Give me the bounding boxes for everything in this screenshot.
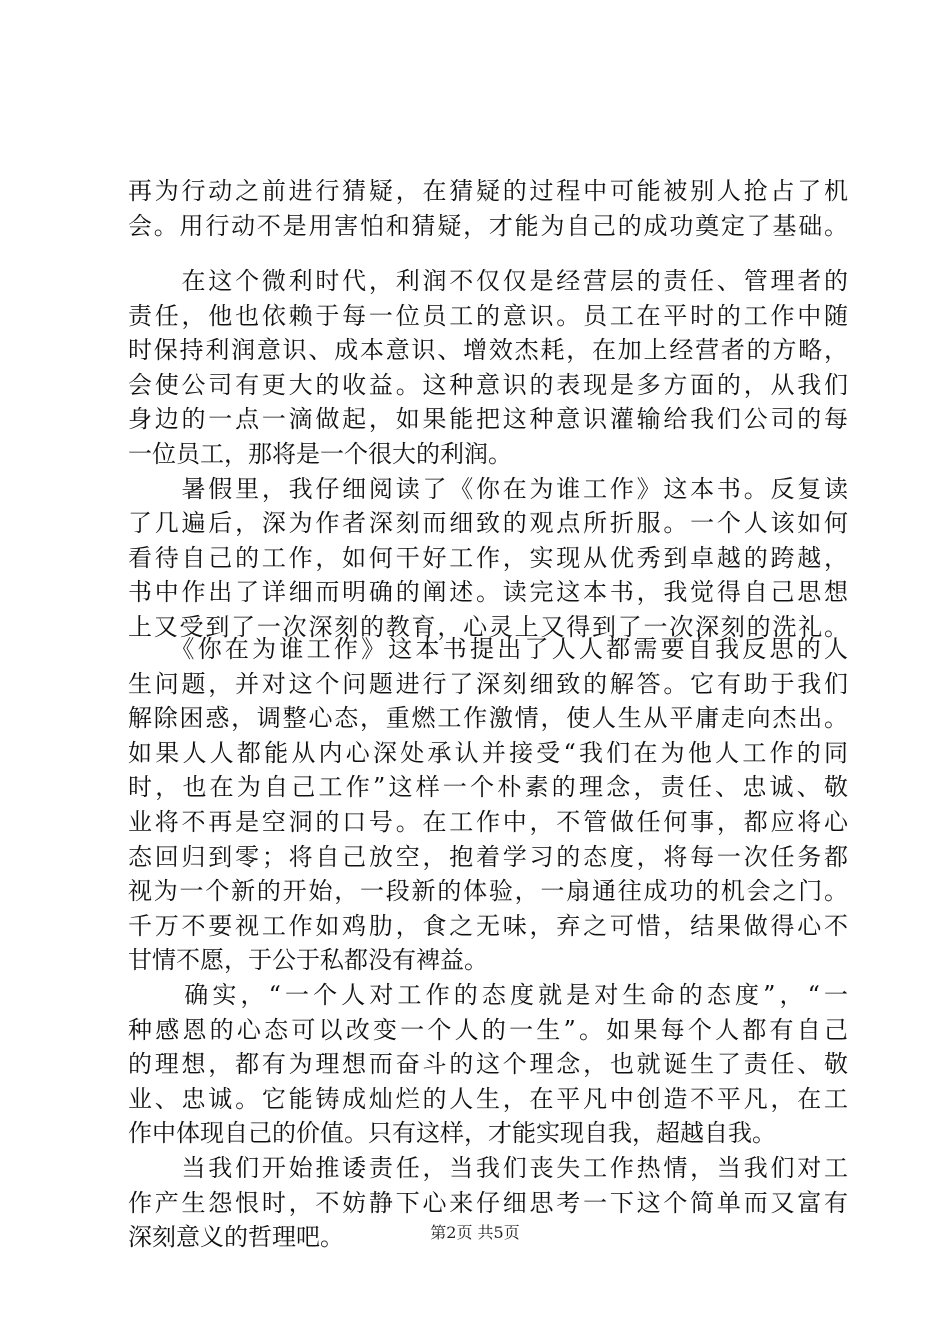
text-line: 种感恩的心态可以改变一个人的一生”。如果每个人都有自己 [128,1015,848,1044]
text-line: 一位员工，那将是一个很大的利润。 [128,439,512,468]
text-line: 《你在为谁工作》这本书提出了人人都需要自我反思的人 [128,635,848,663]
text-line: 再为行动之前进行猜疑，在猜疑的过程中可能被别人抢占了机 [128,177,848,205]
paragraph-group-1 [128,174,848,243]
text-line: 深刻意义的哲理吧。 [128,1223,344,1252]
text-line: 书中作出了详细而明确的阐述。读完这本书，我觉得自己思想 [128,578,848,607]
text-line: 甘情不愿，于公于私都没有裨益。 [128,946,488,975]
text-line: 作产生怨恨时，不妨静下心来仔细思考一下这个简单而又富有 [128,1188,848,1217]
text-line: 业将不再是空洞的口号。在工作中，不管做任何事，都应将心 [128,807,848,836]
text-line: 千万不要视工作如鸡肋，食之无味，弃之可惜，结果做得心不 [128,911,848,940]
text-line: 态回归到零；将自己放空，抱着学习的态度，将每一次任务都 [128,842,848,871]
page-footer: 第2页 共5页 [430,1223,520,1242]
text-line: 暑假里，我仔细阅读了《你在为谁工作》这本书。反复读 [128,474,848,503]
text-line: 责任，他也依赖于每一位员工的意识。员工在平时的工作中随 [128,301,848,330]
text-line: 看待自己的工作，如何干好工作，实现从优秀到卓越的跨越， [128,543,848,572]
text-line: 生问题，并对这个问题进行了深刻细致的解答。它有助于我们 [128,669,848,698]
text-line: 确实，“一个人对工作的态度就是对生命的态度”，“一 [128,980,848,1009]
text-line: 会。用行动不是用害怕和猜疑，才能为自己的成功奠定了基础。 [128,211,848,240]
paragraph-group-3 [128,632,848,1255]
text-line: 业、忠诚。它能铸成灿烂的人生，在平凡中创造不平凡，在工 [128,1084,848,1113]
text-line: 作中体现自己的价值。只有这样，才能实现自我，超越自我。 [128,1119,776,1148]
text-line: 身边的一点一滴做起，如果能把这种意识灌输给我们公司的每 [128,405,848,434]
text-line: 会使公司有更大的收益。这种意识的表现是多方面的，从我们 [128,370,848,399]
text-line: 上又受到了一次深刻的教育，心灵上又得到了一次深刻的洗礼。 [128,612,848,641]
paragraph-group-2 [128,264,848,645]
text-line: 时保持利润意识、成本意识、增效杰耗，在加上经营者的方略， [128,336,848,365]
text-line: 时，也在为自己工作”这样一个朴素的理念，责任、忠诚、敬 [128,773,848,802]
text-line: 当我们开始推诿责任，当我们丧失工作热情，当我们对工 [128,1153,848,1182]
text-line: 如果人人都能从内心深处承认并接受“我们在为他人工作的同 [128,738,848,767]
text-line: 了几遍后，深为作者深刻而细致的观点所折服。一个人该如何 [128,509,848,538]
text-line: 视为一个新的开始，一段新的体验，一扇通往成功的机会之门。 [128,877,848,906]
text-line: 解除困惑，调整心态，重燃工作激情，使人生从平庸走向杰出。 [128,704,848,733]
text-line: 的理想，都有为理想而奋斗的这个理念，也就诞生了责任、敬 [128,1050,848,1079]
text-line: 在这个微利时代，利润不仅仅是经营层的责任、管理者的 [128,267,848,295]
